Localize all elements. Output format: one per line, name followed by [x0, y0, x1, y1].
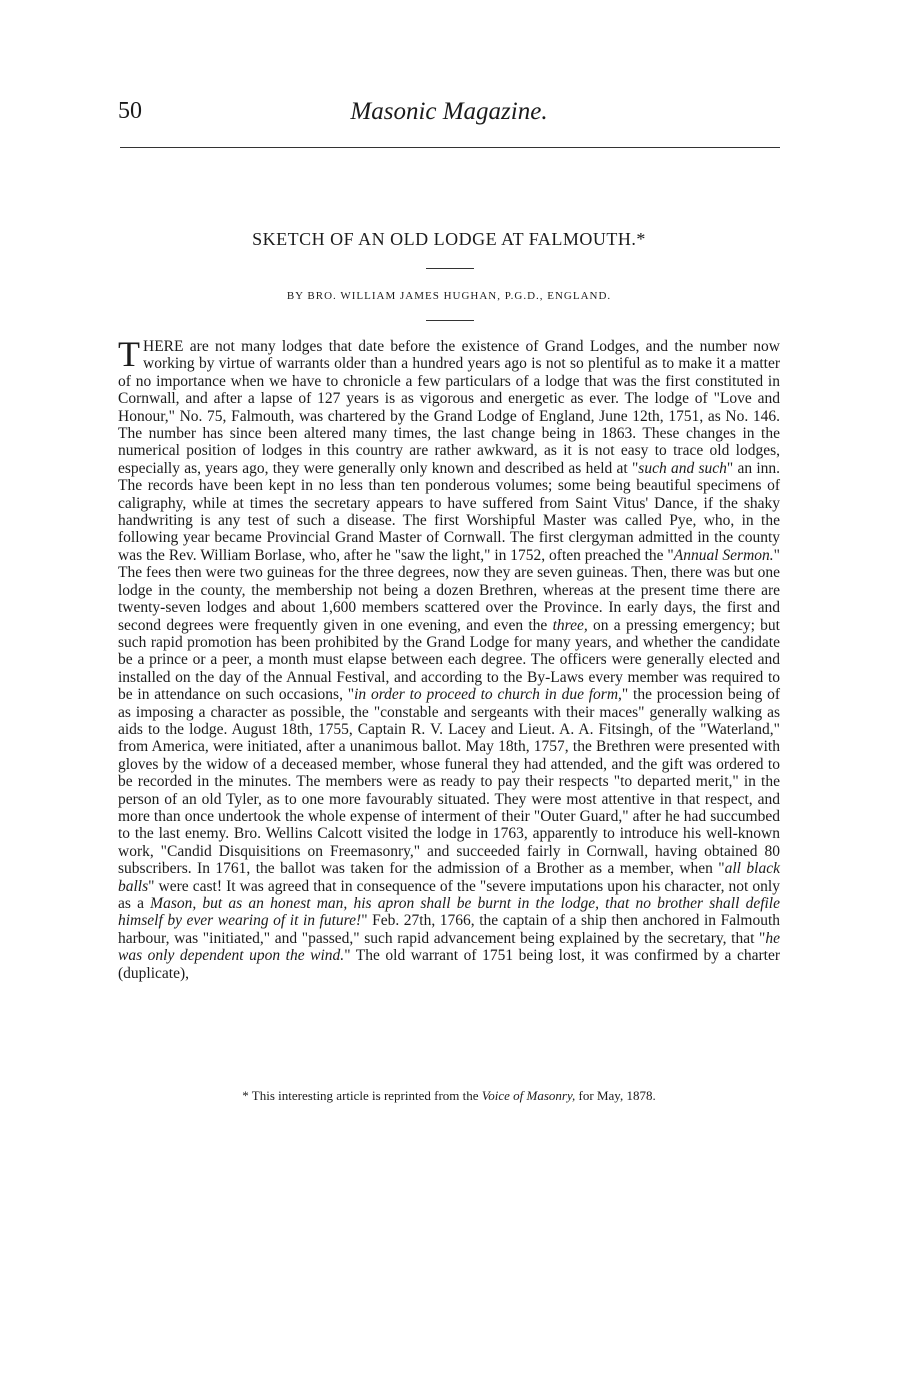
body-text: on a pressing emergency; but such rapid promotion has been prohibited by the Grand Lodge for many years, and whether the candidate be a prince or a peer, a month must elapse between each degree. The officers were generally elected and installed on the day of the Annual Festival, and according to the By-Laws every member was required to be in attendance on such occasions, " [118, 616, 780, 704]
drop-cap: T [118, 334, 140, 374]
body-italic: such and such [638, 459, 727, 477]
body-italic: he was only dependent upon the wind. [118, 929, 780, 965]
page-number: 50 [118, 98, 142, 124]
body-italic: all black balls [118, 860, 780, 895]
body-text: " an inn. The records have been kept in no less than ten ponderous volumes; some being beautiful specimens of caligraphy, while at times the secretary appears to have suffered from Saint Vitus' Dance, if the shaky handwriting is any test of such a disease. The first Worshipful Master was called Pye, who, in the following year became Provincial Grand Master of Cornwall. The first clergyman admitted in the county was the Rev. William Borlase, who, after he "saw the light," in 1752, often preached the " [118, 459, 781, 564]
article-title: SKETCH OF AN OLD LODGE AT FALMOUTH.* [252, 229, 646, 249]
page-header [118, 98, 780, 138]
footnote-text: * This interesting article is reprinted from the [242, 1088, 482, 1103]
header-rule [120, 147, 780, 148]
article-byline: BY BRO. WILLIAM JAMES HUGHAN, P.G.D., ENGLAND. [286, 290, 612, 302]
running-title: Masonic Magazine. [350, 98, 548, 125]
body-text: HERE are not many lodges that date before the existence of Grand Lodges, and the number now working by virtue of warrants older than a hundred years ago is not so plentiful as to make it a matter of no importance when we have to chronicle a few particulars of a lodge that was the first constituted in Cornwall, and after a lapse of 127 years is as vigorous and energetic as ever. The lodge of "Love and Honour," No. 75, Falmouth, was chartered by the Grand Lodge of England, June 12th, 1751, as No. 146. The number has since been altered many times, the last change being in 1863. These changes in the numerical position of lodges in this country are rather awkward, as it is not easy to trace old lodges, especially as, years ago, they were generally only known and described as held at " [118, 338, 780, 477]
body-text: " Feb. 27th, 1766, the captain of a ship then anchored in Falmouth harbour, was "initiated," and "passed," such rapid advancement being explained by the secretary, that " [118, 912, 781, 947]
article-body [118, 334, 781, 982]
body-text: " the procession being of as imposing a character as possible, the "constable and sergeants with their maces" generally walking as aids to the lodge. August 18th, 1755, Captain R. V. Lacey and Lieut. A. A. Fitsingh, of the "Waterland," from America, were initiated, after a unanimous ballot. May 18th, 1757, the Brethren were presented with gloves by the widow of a deceased member, whose funeral they had attended, and the gift was ordered to be recorded in the minutes. The members were as ready to pay their respects "to departed merit," in the person of an old Tyler, as to one more favourably situated. They were most attentive in that respect, and more than once undertook the whole expense of interment of their "Outer Guard," after he had succumbed to the last enemy. Bro. Wellins Calcott visited the lodge in 1763, apparently to introduce his well-known work, "Candid Disquisitions on Freemasonry," and succeeded fairly in Cornwall, having obtained 80 subscribers. In 1761, the ballot was taken for the admission of a Brother as a member, when " [118, 686, 780, 878]
footnote-text: for May, 1878. [575, 1088, 656, 1103]
body-italic: in order to proceed to church in due form, [354, 686, 622, 704]
body-text: " The old warrant of 1751 being lost, it was confirmed by a charter (duplicate), [118, 947, 780, 982]
body-italic: Annual Sermon. [673, 546, 774, 564]
footnote-source: Voice of Masonry, [481, 1088, 576, 1103]
body-italic: three, [552, 616, 588, 634]
body-text: " were cast! It was agreed that in consequence of the "severe imputations upon his character, not only as a [118, 877, 780, 912]
footnote [118, 1088, 780, 1104]
byline-divider [426, 320, 474, 321]
body-text: " The fees then were two guineas for the three degrees, now they are seven guineas. Then, there was but one lodge in the county, the membership not being a dozen Brethren, whereas at the present time there are twenty-seven lodges and about 1,600 members scattered over the Province. In early days, the first and second degrees were frequently given in one evening, and even the [118, 546, 780, 634]
title-divider [426, 268, 474, 269]
body-italic: Mason, but as an honest man, his apron shall be burnt in the lodge, that no brother shall defile himself by ever wearing of it in future! [118, 895, 780, 930]
